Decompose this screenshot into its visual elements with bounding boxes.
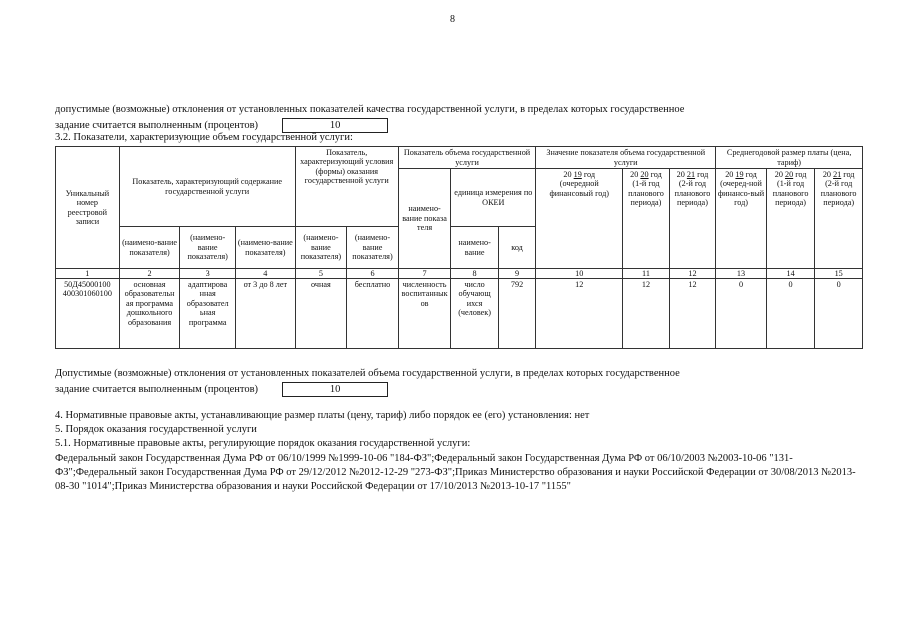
- header-year-3: 20 21 год (2-й год планового периода): [669, 169, 716, 269]
- quality-deviation-label: задание считается выполненным (процентов): [55, 119, 259, 131]
- volume-deviation-line2: [55, 382, 388, 397]
- header-unit-okei: единица измерения по ОКЕИ: [451, 169, 536, 227]
- section-5-1: 5.1. Нормативные правовые акты, регулирующие порядок оказания государственной услуги:: [55, 438, 471, 449]
- col-number: 3: [180, 269, 236, 279]
- col-number: 11: [623, 269, 670, 279]
- volume-indicators-table: [55, 146, 863, 349]
- page-number: 8: [450, 14, 455, 25]
- header-indicator-name-1: (наимено-вание показателя): [119, 227, 180, 269]
- volume-deviation-label: задание считается выполненным (процентов): [55, 383, 259, 395]
- cell-age: от 3 до 8 лет: [235, 279, 295, 349]
- col-number: 7: [398, 269, 451, 279]
- cell-fee-year-3: 0: [815, 279, 863, 349]
- quality-deviation-line1: допустимые (возможные) отклонения от установленных показателей качества государственной услуги, в пределах которых государственное: [55, 104, 685, 115]
- header-fee-year-3: 20 21 год (2-й год планового периода): [815, 169, 863, 269]
- col-number: 12: [669, 269, 716, 279]
- section-3-2-title: 3.2. Показатели, характеризующие объем государственной услуги:: [55, 132, 353, 143]
- quality-deviation-value: 10: [282, 118, 388, 133]
- header-content-indicator: Показатель, характеризующий содержание государственной услуги: [119, 147, 295, 227]
- header-unique-number: Уникальный номер реестровой записи: [56, 147, 120, 269]
- col-number: 2: [119, 269, 180, 279]
- header-volume-name: наимено-вание показа теля: [398, 169, 451, 269]
- cell-unique-number: 50Д45000100 400301060100: [56, 279, 120, 349]
- cell-program-type: адаптирова нная образовател ьная программа: [180, 279, 236, 349]
- cell-payment: бесплатно: [347, 279, 399, 349]
- legal-acts-text: Федеральный закон Государственная Дума РФ от 06/10/1999 №1999-10-06 "184-ФЗ";Федеральный закон Государственная Дума РФ от 06/10/2003 №2003-10-06 "131-ФЗ";Федеральный закон Государственная Дума РФ от 29/12/2012 №2012-12-29 "273-ФЗ";Приказ Министерство образования и науки Российской Федерации от 30/08/2013 №2013-08-30 "1014";Приказ Министерства образования и науки Российской Федерации от 17/10/2013 №2013-10-17 "1155": [55, 453, 856, 492]
- col-number: 14: [766, 269, 815, 279]
- header-volume-indicator: Показатель объема государственной услуги: [398, 147, 536, 169]
- header-fee-year-1: 20 19 год (очеред-ной финансо-вый год): [716, 169, 767, 269]
- header-unit-name: наимено-вание: [451, 227, 499, 269]
- header-indicator-name-4: (наимено-вание показателя): [295, 227, 347, 269]
- section-5: 5. Порядок оказания государственной услуги: [55, 424, 257, 435]
- cell-unit-code: 792: [498, 279, 535, 349]
- header-condition-indicator: Показатель, характеризующий условия (формы) оказания государственной услуги: [295, 147, 398, 227]
- col-number: 4: [235, 269, 295, 279]
- col-number: 15: [815, 269, 863, 279]
- cell-volume-name: численность воспитаннык ов: [398, 279, 451, 349]
- header-indicator-name-3: (наимено-вание показателя): [235, 227, 295, 269]
- cell-unit-name: число обучающ ихся (человек): [451, 279, 499, 349]
- volume-deviation-value: 10: [282, 382, 388, 397]
- col-number: 13: [716, 269, 767, 279]
- header-fee-year-2: 20 20 год (1-й год планового периода): [766, 169, 815, 269]
- header-annual-fee: Среднегодовой размер платы (цена, тариф): [716, 147, 863, 169]
- header-indicator-name-5: (наимено-вание показателя): [347, 227, 399, 269]
- col-number: 5: [295, 269, 347, 279]
- header-year-2: 20 20 год (1-й год планового периода): [623, 169, 670, 269]
- cell-program: основная образовательн ая программа дошкольного образования: [119, 279, 180, 349]
- col-number: 10: [536, 269, 623, 279]
- header-unit-code: код: [498, 227, 535, 269]
- cell-value-year-3: 12: [669, 279, 716, 349]
- header-volume-value: Значение показателя объема государственной услуги: [536, 147, 716, 169]
- column-numbers-row: [56, 269, 863, 279]
- volume-deviation-line1: Допустимые (возможные) отклонения от установленных показателей объема государственной услуги, в пределах которых государственное: [55, 368, 680, 379]
- cell-value-year-2: 12: [623, 279, 670, 349]
- cell-value-year-1: 12: [536, 279, 623, 349]
- header-year-1: 20 19 год (очередной финансовый год): [536, 169, 623, 269]
- cell-fee-year-2: 0: [766, 279, 815, 349]
- header-indicator-name-2: (наимено-вание показателя): [180, 227, 236, 269]
- cell-form: очная: [295, 279, 347, 349]
- section-4: 4. Нормативные правовые акты, устанавливающие размер платы (цену, тариф) либо порядок ее (его) установления: нет: [55, 410, 590, 421]
- col-number: 8: [451, 269, 499, 279]
- table-row: [56, 279, 863, 349]
- col-number: 9: [498, 269, 535, 279]
- quality-deviation-line2: [55, 118, 388, 133]
- cell-fee-year-1: 0: [716, 279, 767, 349]
- col-number: 6: [347, 269, 399, 279]
- col-number: 1: [56, 269, 120, 279]
